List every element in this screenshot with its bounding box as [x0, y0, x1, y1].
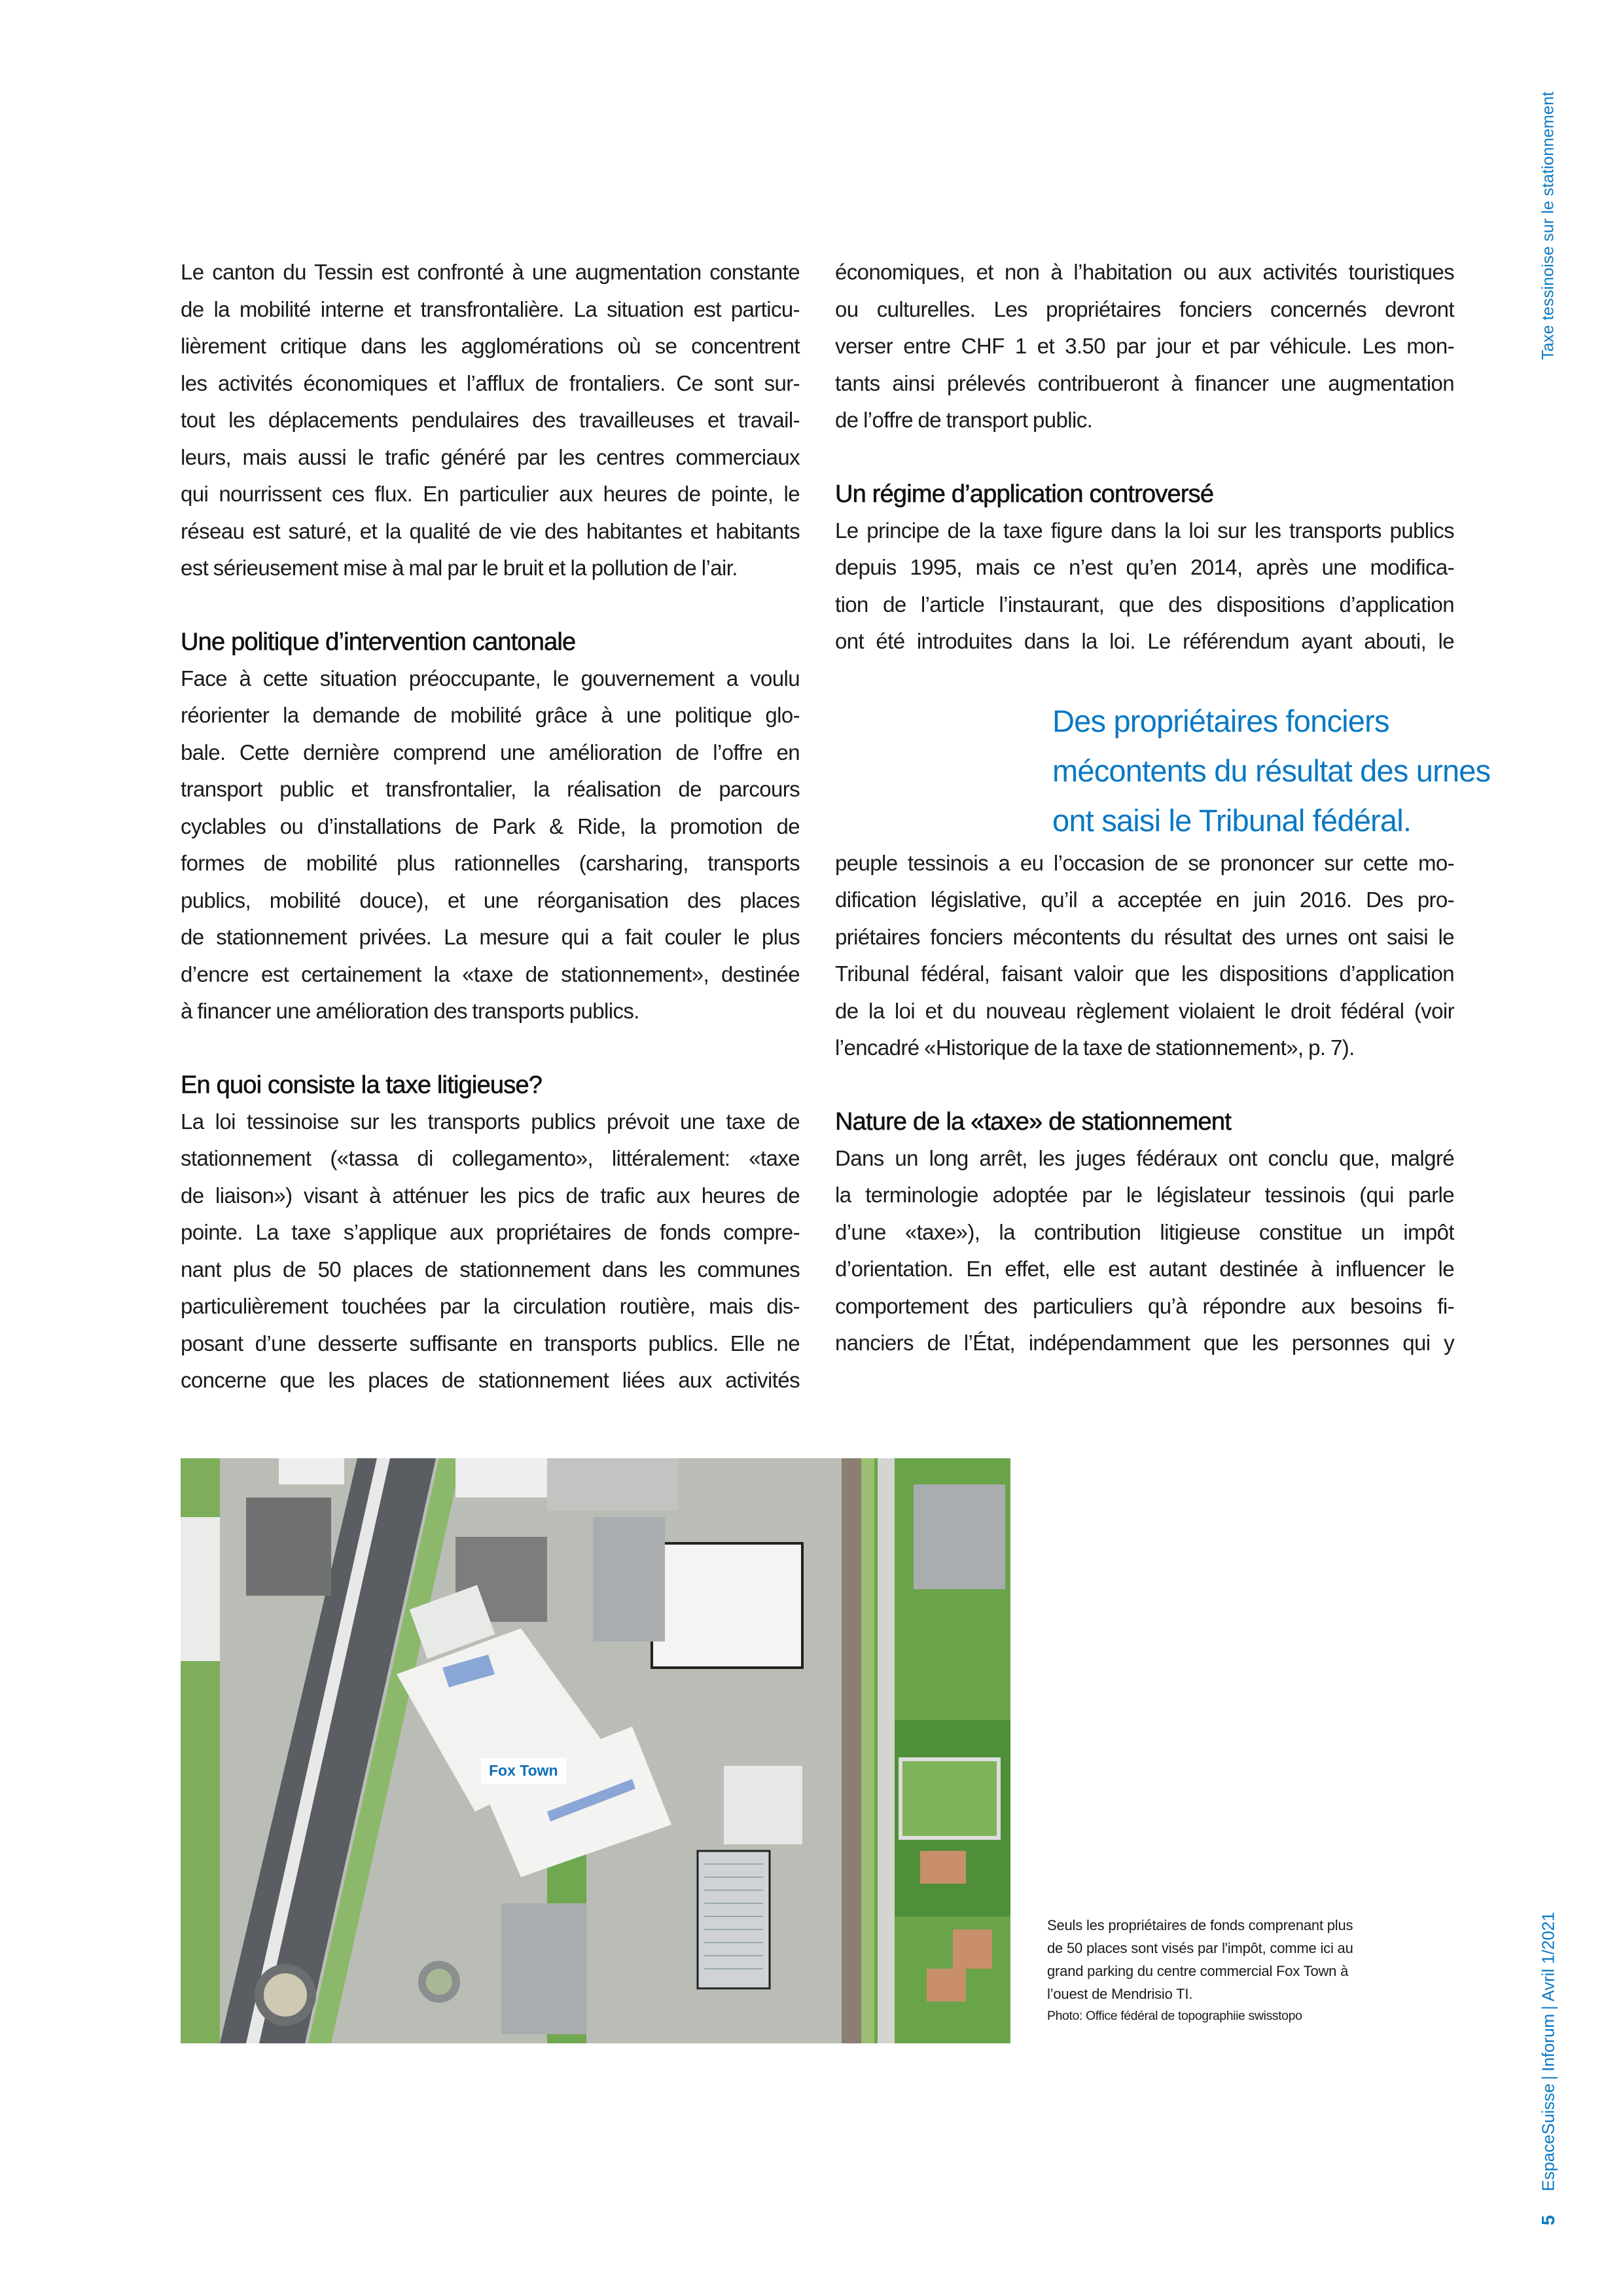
section-heading: Un régime d’application controversé: [835, 480, 1214, 508]
text-line: bale. Cette dernière comprend une amélioration de l’offre en: [181, 740, 800, 764]
text-line: cyclables ou d’installations de Park & Ride, la promotion de: [181, 814, 800, 838]
text-line: Le canton du Tessin est confronté à une augmentation constante: [181, 260, 800, 284]
section-paragraph: [181, 1103, 800, 1399]
text-line: d’encre est certainement la «taxe de stationnement», destinée: [181, 961, 800, 986]
text-line: de la loi et du nouveau règlement violaient le droit fédéral (voir: [835, 998, 1454, 1023]
text-line: concerne que les places de stationnement liées aux activités: [181, 1368, 800, 1392]
text-line: tout les déplacements pendulaires des travailleuses et travail-: [181, 408, 800, 432]
text-line: de la mobilité interne et transfrontalière. La situation est particu-: [181, 296, 800, 321]
text-line: économiques, et non à l’habitation ou aux activités touristiques: [835, 260, 1454, 284]
text-line: Face à cette situation préoccupante, le gouvernement a voulu: [181, 666, 800, 691]
page-footer: [1535, 1846, 1561, 2225]
section-heading: Une politique d’intervention cantonale: [181, 628, 576, 656]
issue-label: Avril 1/2021: [1538, 1912, 1558, 2001]
text-line: lièrement critique dans les agglomérations où se concentrent: [181, 334, 800, 358]
magazine-name: Inforum: [1538, 2013, 1558, 2072]
text-line: leurs, mais aussi le trafic généré par les centres commerciaux: [181, 444, 800, 469]
text-line: publics, mobilité douce), et une réorganisation des places: [181, 888, 800, 912]
text-line: la terminologie adoptée par le législateur tessinois (qui parle: [835, 1183, 1454, 1207]
text-line: l’encadré «Historique de la taxe de stationnement», p. 7).: [835, 1035, 1355, 1060]
running-title: [1535, 92, 1561, 393]
publication-name: EspaceSuisse: [1538, 2083, 1558, 2192]
caption-line: Seuls les propriétaires de fonds comprenant plus: [1047, 1917, 1353, 1933]
section-heading: En quoi consiste la taxe litigieuse?: [181, 1071, 543, 1099]
running-title-text: Taxe tessinoise sur le stationnement: [1539, 92, 1558, 361]
continuation-paragraph: [835, 254, 1454, 439]
text-line: de liaison») visant à atténuer les pics de trafic aux heures de: [181, 1183, 800, 1208]
text-line: d’orientation. En effet, elle est autant destinée à influencer le: [835, 1257, 1454, 1281]
text-line: dification législative, qu’il a acceptée en juin 2016. Des pro-: [835, 888, 1454, 912]
pull-quote-line: ont saisi le Tribunal fédéral.: [1052, 803, 1412, 838]
text-line: tants ainsi prélevés contribueront à financer une augmentation: [835, 370, 1454, 395]
map-label-fox-town: Fox Town: [481, 1758, 566, 1784]
page-number: 5: [1538, 2215, 1558, 2225]
text-line: nant plus de 50 places de stationnement dans les communes: [181, 1257, 800, 1282]
text-line: ont été introduites dans la loi. Le référendum ayant abouti, le: [835, 629, 1454, 653]
caption-line: de 50 places sont visés par l'impôt, comme ici au: [1047, 1940, 1353, 1956]
text-line: de l’offre de transport public.: [835, 408, 1093, 432]
text-line: stationnement («tassa di collegamento», littéralement: «taxe: [181, 1146, 800, 1170]
text-line: d’une «taxe»), la contribution litigieuse constitue un impôt: [835, 1219, 1454, 1244]
text-line: peuple tessinois a eu l’occasion de se prononcer sur cette mo-: [835, 850, 1454, 875]
aerial-photo: [181, 1458, 1010, 2043]
text-line: nanciers de l’État, indépendamment que les personnes qui y: [835, 1331, 1454, 1355]
text-line: particulièrement touchées par la circulation routière, mais dis-: [181, 1294, 800, 1318]
text-line: réseau est saturé, et la qualité de vie des habitantes et habitants: [181, 518, 800, 543]
text-line: posant d’une desserte suffisante en transports publics. Elle ne: [181, 1331, 800, 1355]
text-line: est sérieusement mise à mal par le bruit et la pollution de l’air.: [181, 556, 738, 580]
text-line: à financer une amélioration des transports publics.: [181, 999, 639, 1023]
text-line: Dans un long arrêt, les juges fédéraux ont conclu que, malgré: [835, 1145, 1454, 1170]
text-line: comportement des particuliers qu’à répondre aux besoins fi-: [835, 1293, 1454, 1318]
section-paragraph: [181, 660, 800, 1030]
text-line: verser entre CHF 1 et 3.50 par jour et par véhicule. Les mon-: [835, 334, 1454, 358]
caption-line: l’ouest de Mendrisio TI.: [1047, 1986, 1193, 2002]
text-line: Tribunal fédéral, faisant valoir que les dispositions d’application: [835, 961, 1454, 986]
text-line: tion de l’article l’instaurant, que des dispositions d’application: [835, 592, 1454, 617]
text-line: La loi tessinoise sur les transports publics prévoit une taxe de: [181, 1109, 800, 1134]
text-line: les activités économiques et l’afflux de frontaliers. Ce sont sur-: [181, 370, 800, 395]
text-line: ou culturelles. Les propriétaires fonciers concernés devront: [835, 296, 1454, 321]
photo-credit: Photo: Office fédéral de topographiie swisstopo: [1047, 2009, 1302, 2023]
left-column: [181, 254, 800, 1399]
text-line: formes de mobilité plus rationnelles (carsharing, transports: [181, 851, 800, 875]
text-line: qui nourrissent ces flux. En particulier aux heures de pointe, le: [181, 482, 800, 506]
section-paragraph-continued: [835, 845, 1454, 1067]
figure-caption: [1047, 1914, 1440, 2026]
text-line: réorienter la demande de mobilité grâce à une politique glo-: [181, 703, 800, 727]
pull-quote: [1052, 696, 1524, 846]
section-paragraph: [835, 512, 1454, 660]
text-line: transport public et transfrontalier, la réalisation de parcours: [181, 777, 800, 801]
text-line: de stationnement privées. La mesure qui a fait couler le plus: [181, 925, 800, 949]
section-heading: Nature de la «taxe» de stationnement: [835, 1107, 1231, 1136]
intro-paragraph: [181, 254, 800, 587]
text-line: Le principe de la taxe figure dans la loi sur les transports publics: [835, 518, 1454, 543]
text-line: pointe. La taxe s’applique aux propriétaires de fonds compre-: [181, 1220, 800, 1244]
caption-line: grand parking du centre commercial Fox Town à: [1047, 1963, 1349, 1979]
section-paragraph: [835, 1140, 1454, 1362]
footer-separator: |: [1538, 2075, 1558, 2080]
pull-quote-line: Des propriétaires fonciers: [1052, 704, 1389, 738]
text-line: priétaires fonciers mécontents du résultat des urnes ont saisi le: [835, 924, 1454, 949]
text-line: depuis 1995, mais ce n’est qu’en 2014, après une modifica-: [835, 555, 1454, 579]
pull-quote-line: mécontents du résultat des urnes: [1052, 753, 1491, 788]
aerial-map-illustration: [181, 1458, 1010, 2043]
footer-separator: |: [1538, 2005, 1558, 2010]
